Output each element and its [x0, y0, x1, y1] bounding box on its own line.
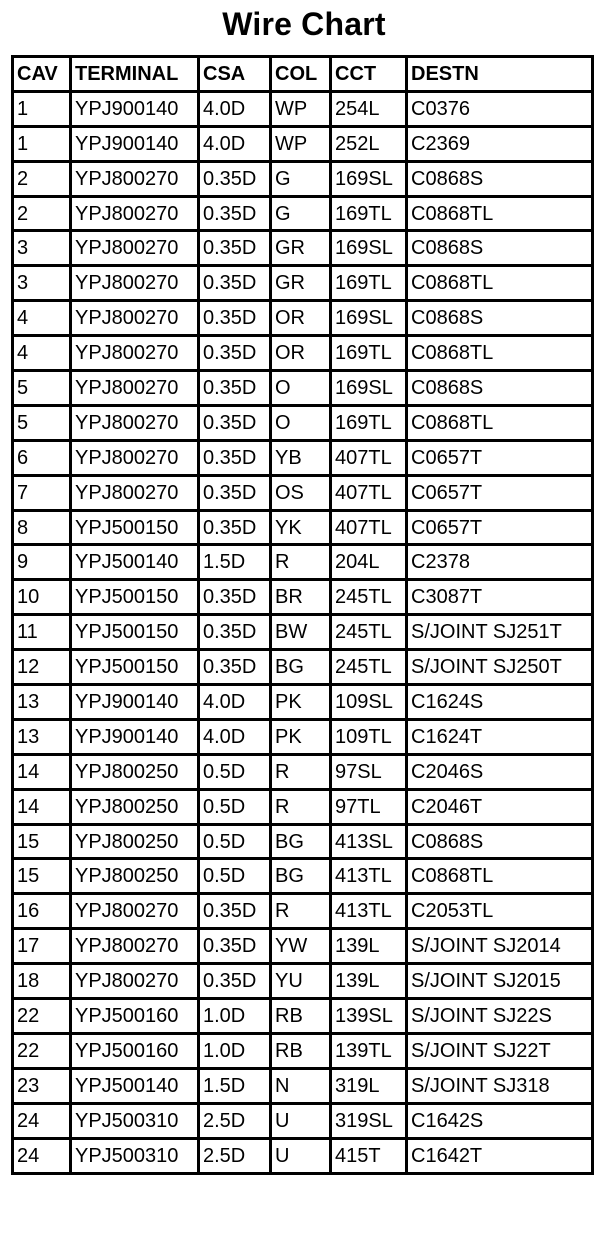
table-row — [13, 1033, 593, 1068]
cct-cell: 97SL — [331, 754, 407, 789]
destn-cell: C0657T — [407, 440, 593, 475]
csa-cell: 0.35D — [199, 301, 271, 336]
csa-cell: 1.0D — [199, 999, 271, 1034]
cct-cell: 109SL — [331, 685, 407, 720]
terminal-cell: YPJ800270 — [71, 301, 199, 336]
col-cell: WP — [271, 91, 331, 126]
cct-cell: 415T — [331, 1138, 407, 1173]
col-cell: BG — [271, 650, 331, 685]
table-row — [13, 126, 593, 161]
table-row — [13, 405, 593, 440]
destn-cell: C1624T — [407, 719, 593, 754]
terminal-cell: YPJ800270 — [71, 231, 199, 266]
col-cell: OR — [271, 336, 331, 371]
table-row — [13, 440, 593, 475]
col-cell: R — [271, 545, 331, 580]
destn-cell: C0376 — [407, 91, 593, 126]
cav-cell: 24 — [13, 1138, 71, 1173]
cct-cell: 169TL — [331, 336, 407, 371]
col-cell: N — [271, 1068, 331, 1103]
cct-cell: 169SL — [331, 231, 407, 266]
col-cell: U — [271, 1138, 331, 1173]
header-cav: CAV — [13, 57, 71, 92]
cct-cell: 169TL — [331, 196, 407, 231]
destn-cell: C0868S — [407, 824, 593, 859]
table-row — [13, 859, 593, 894]
cav-cell: 4 — [13, 336, 71, 371]
csa-cell: 1.0D — [199, 1033, 271, 1068]
table-row — [13, 929, 593, 964]
cct-cell: 254L — [331, 91, 407, 126]
col-cell: U — [271, 1103, 331, 1138]
destn-cell: C0868TL — [407, 266, 593, 301]
terminal-cell: YPJ500160 — [71, 999, 199, 1034]
col-cell: OS — [271, 475, 331, 510]
cct-cell: 169TL — [331, 405, 407, 440]
cav-cell: 23 — [13, 1068, 71, 1103]
cct-cell: 97TL — [331, 789, 407, 824]
terminal-cell: YPJ500160 — [71, 1033, 199, 1068]
cav-cell: 10 — [13, 580, 71, 615]
table-row — [13, 719, 593, 754]
terminal-cell: YPJ900140 — [71, 91, 199, 126]
csa-cell: 0.35D — [199, 929, 271, 964]
table-row — [13, 231, 593, 266]
destn-cell: C0868S — [407, 231, 593, 266]
terminal-cell: YPJ800270 — [71, 266, 199, 301]
destn-cell: C2378 — [407, 545, 593, 580]
cav-cell: 17 — [13, 929, 71, 964]
cct-cell: 109TL — [331, 719, 407, 754]
col-cell: OR — [271, 301, 331, 336]
cct-cell: 169SL — [331, 161, 407, 196]
cct-cell: 204L — [331, 545, 407, 580]
col-cell: O — [271, 371, 331, 406]
terminal-cell: YPJ800270 — [71, 894, 199, 929]
col-cell: RB — [271, 999, 331, 1034]
col-cell: WP — [271, 126, 331, 161]
destn-cell: S/JOINT SJ22S — [407, 999, 593, 1034]
csa-cell: 0.5D — [199, 859, 271, 894]
csa-cell: 0.35D — [199, 475, 271, 510]
cav-cell: 14 — [13, 789, 71, 824]
terminal-cell: YPJ500150 — [71, 510, 199, 545]
col-cell: YW — [271, 929, 331, 964]
destn-cell: C2369 — [407, 126, 593, 161]
cct-cell: 252L — [331, 126, 407, 161]
cct-cell: 413TL — [331, 894, 407, 929]
destn-cell: S/JOINT SJ251T — [407, 615, 593, 650]
terminal-cell: YPJ500150 — [71, 615, 199, 650]
table-row — [13, 545, 593, 580]
cav-cell: 16 — [13, 894, 71, 929]
terminal-cell: YPJ800270 — [71, 405, 199, 440]
cav-cell: 2 — [13, 196, 71, 231]
terminal-cell: YPJ900140 — [71, 719, 199, 754]
table-row — [13, 301, 593, 336]
header-row — [13, 57, 593, 92]
terminal-cell: YPJ800250 — [71, 754, 199, 789]
destn-cell: C1642T — [407, 1138, 593, 1173]
csa-cell: 4.0D — [199, 126, 271, 161]
table-row — [13, 91, 593, 126]
cct-cell: 407TL — [331, 440, 407, 475]
table-row — [13, 1138, 593, 1173]
table-row — [13, 266, 593, 301]
terminal-cell: YPJ800270 — [71, 964, 199, 999]
csa-cell: 4.0D — [199, 719, 271, 754]
csa-cell: 0.5D — [199, 789, 271, 824]
destn-cell: S/JOINT SJ318 — [407, 1068, 593, 1103]
destn-cell: C3087T — [407, 580, 593, 615]
destn-cell: C2046S — [407, 754, 593, 789]
csa-cell: 0.35D — [199, 336, 271, 371]
col-cell: G — [271, 161, 331, 196]
csa-cell: 0.35D — [199, 580, 271, 615]
terminal-cell: YPJ800250 — [71, 789, 199, 824]
table-row — [13, 789, 593, 824]
terminal-cell: YPJ800270 — [71, 475, 199, 510]
terminal-cell: YPJ500140 — [71, 545, 199, 580]
terminal-cell: YPJ900140 — [71, 126, 199, 161]
terminal-cell: YPJ500310 — [71, 1138, 199, 1173]
csa-cell: 2.5D — [199, 1138, 271, 1173]
csa-cell: 0.35D — [199, 196, 271, 231]
header-col: COL — [271, 57, 331, 92]
col-cell: BG — [271, 824, 331, 859]
terminal-cell: YPJ500140 — [71, 1068, 199, 1103]
table-row — [13, 650, 593, 685]
cct-cell: 139SL — [331, 999, 407, 1034]
wire-chart-table — [11, 55, 594, 1175]
destn-cell: C0868S — [407, 301, 593, 336]
col-cell: GR — [271, 231, 331, 266]
table-row — [13, 894, 593, 929]
csa-cell: 0.35D — [199, 615, 271, 650]
table-row — [13, 196, 593, 231]
table-row — [13, 161, 593, 196]
csa-cell: 0.35D — [199, 231, 271, 266]
csa-cell: 0.5D — [199, 824, 271, 859]
cct-cell: 169SL — [331, 371, 407, 406]
cct-cell: 245TL — [331, 580, 407, 615]
terminal-cell: YPJ800270 — [71, 440, 199, 475]
terminal-cell: YPJ900140 — [71, 685, 199, 720]
cav-cell: 22 — [13, 999, 71, 1034]
cct-cell: 245TL — [331, 650, 407, 685]
table-row — [13, 510, 593, 545]
destn-cell: C0657T — [407, 510, 593, 545]
cct-cell: 407TL — [331, 510, 407, 545]
terminal-cell: YPJ800270 — [71, 929, 199, 964]
cav-cell: 8 — [13, 510, 71, 545]
col-cell: YK — [271, 510, 331, 545]
header-cct: CCT — [331, 57, 407, 92]
cav-cell: 12 — [13, 650, 71, 685]
cav-cell: 5 — [13, 371, 71, 406]
col-cell: YB — [271, 440, 331, 475]
cct-cell: 407TL — [331, 475, 407, 510]
col-cell: PK — [271, 685, 331, 720]
cct-cell: 319SL — [331, 1103, 407, 1138]
col-cell: BG — [271, 859, 331, 894]
cav-cell: 18 — [13, 964, 71, 999]
destn-cell: C0868TL — [407, 859, 593, 894]
csa-cell: 0.35D — [199, 266, 271, 301]
table-body — [13, 91, 593, 1173]
table-row — [13, 475, 593, 510]
terminal-cell: YPJ800250 — [71, 824, 199, 859]
destn-cell: C2053TL — [407, 894, 593, 929]
page-title: Wire Chart — [222, 6, 386, 42]
cav-cell: 15 — [13, 824, 71, 859]
csa-cell: 0.35D — [199, 440, 271, 475]
csa-cell: 0.35D — [199, 510, 271, 545]
csa-cell: 4.0D — [199, 91, 271, 126]
csa-cell: 1.5D — [199, 545, 271, 580]
destn-cell: C0868S — [407, 161, 593, 196]
col-cell: PK — [271, 719, 331, 754]
destn-cell: C0868TL — [407, 336, 593, 371]
col-cell: R — [271, 894, 331, 929]
terminal-cell: YPJ500310 — [71, 1103, 199, 1138]
cav-cell: 1 — [13, 91, 71, 126]
cav-cell: 22 — [13, 1033, 71, 1068]
cct-cell: 245TL — [331, 615, 407, 650]
table-row — [13, 824, 593, 859]
col-cell: YU — [271, 964, 331, 999]
table-row — [13, 371, 593, 406]
csa-cell: 0.35D — [199, 964, 271, 999]
table-row — [13, 580, 593, 615]
table-row — [13, 754, 593, 789]
destn-cell: C2046T — [407, 789, 593, 824]
terminal-cell: YPJ500150 — [71, 580, 199, 615]
cav-cell: 11 — [13, 615, 71, 650]
destn-cell: C1642S — [407, 1103, 593, 1138]
table-row — [13, 336, 593, 371]
destn-cell: S/JOINT SJ22T — [407, 1033, 593, 1068]
cav-cell: 13 — [13, 685, 71, 720]
cav-cell: 24 — [13, 1103, 71, 1138]
cct-cell: 139L — [331, 929, 407, 964]
terminal-cell: YPJ800270 — [71, 371, 199, 406]
header-destn: DESTN — [407, 57, 593, 92]
col-cell: RB — [271, 1033, 331, 1068]
terminal-cell: YPJ800250 — [71, 859, 199, 894]
col-cell: BR — [271, 580, 331, 615]
destn-cell: S/JOINT SJ2015 — [407, 964, 593, 999]
cav-cell: 15 — [13, 859, 71, 894]
cct-cell: 139L — [331, 964, 407, 999]
cav-cell: 6 — [13, 440, 71, 475]
header-terminal: TERMINAL — [71, 57, 199, 92]
destn-cell: C0868TL — [407, 196, 593, 231]
col-cell: G — [271, 196, 331, 231]
csa-cell: 0.35D — [199, 894, 271, 929]
terminal-cell: YPJ800270 — [71, 336, 199, 371]
col-cell: O — [271, 405, 331, 440]
cav-cell: 7 — [13, 475, 71, 510]
table-row — [13, 1103, 593, 1138]
table-row — [13, 999, 593, 1034]
csa-cell: 0.35D — [199, 371, 271, 406]
col-cell: GR — [271, 266, 331, 301]
cct-cell: 139TL — [331, 1033, 407, 1068]
col-cell: R — [271, 754, 331, 789]
cct-cell: 413SL — [331, 824, 407, 859]
destn-cell: C0868S — [407, 371, 593, 406]
cct-cell: 319L — [331, 1068, 407, 1103]
terminal-cell: YPJ800270 — [71, 196, 199, 231]
terminal-cell: YPJ800270 — [71, 161, 199, 196]
table-row — [13, 964, 593, 999]
destn-cell: C1624S — [407, 685, 593, 720]
csa-cell: 1.5D — [199, 1068, 271, 1103]
cav-cell: 2 — [13, 161, 71, 196]
csa-cell: 2.5D — [199, 1103, 271, 1138]
cct-cell: 169TL — [331, 266, 407, 301]
col-cell: R — [271, 789, 331, 824]
csa-cell: 0.5D — [199, 754, 271, 789]
destn-cell: C0657T — [407, 475, 593, 510]
cct-cell: 169SL — [331, 301, 407, 336]
table-row — [13, 1068, 593, 1103]
cav-cell: 9 — [13, 545, 71, 580]
cav-cell: 3 — [13, 231, 71, 266]
terminal-cell: YPJ500150 — [71, 650, 199, 685]
cct-cell: 413TL — [331, 859, 407, 894]
table-row — [13, 685, 593, 720]
csa-cell: 4.0D — [199, 685, 271, 720]
cav-cell: 5 — [13, 405, 71, 440]
csa-cell: 0.35D — [199, 405, 271, 440]
table-row — [13, 615, 593, 650]
cav-cell: 3 — [13, 266, 71, 301]
csa-cell: 0.35D — [199, 650, 271, 685]
cav-cell: 13 — [13, 719, 71, 754]
cav-cell: 4 — [13, 301, 71, 336]
csa-cell: 0.35D — [199, 161, 271, 196]
cav-cell: 14 — [13, 754, 71, 789]
cav-cell: 1 — [13, 126, 71, 161]
header-csa: CSA — [199, 57, 271, 92]
destn-cell: S/JOINT SJ2014 — [407, 929, 593, 964]
destn-cell: C0868TL — [407, 405, 593, 440]
destn-cell: S/JOINT SJ250T — [407, 650, 593, 685]
col-cell: BW — [271, 615, 331, 650]
